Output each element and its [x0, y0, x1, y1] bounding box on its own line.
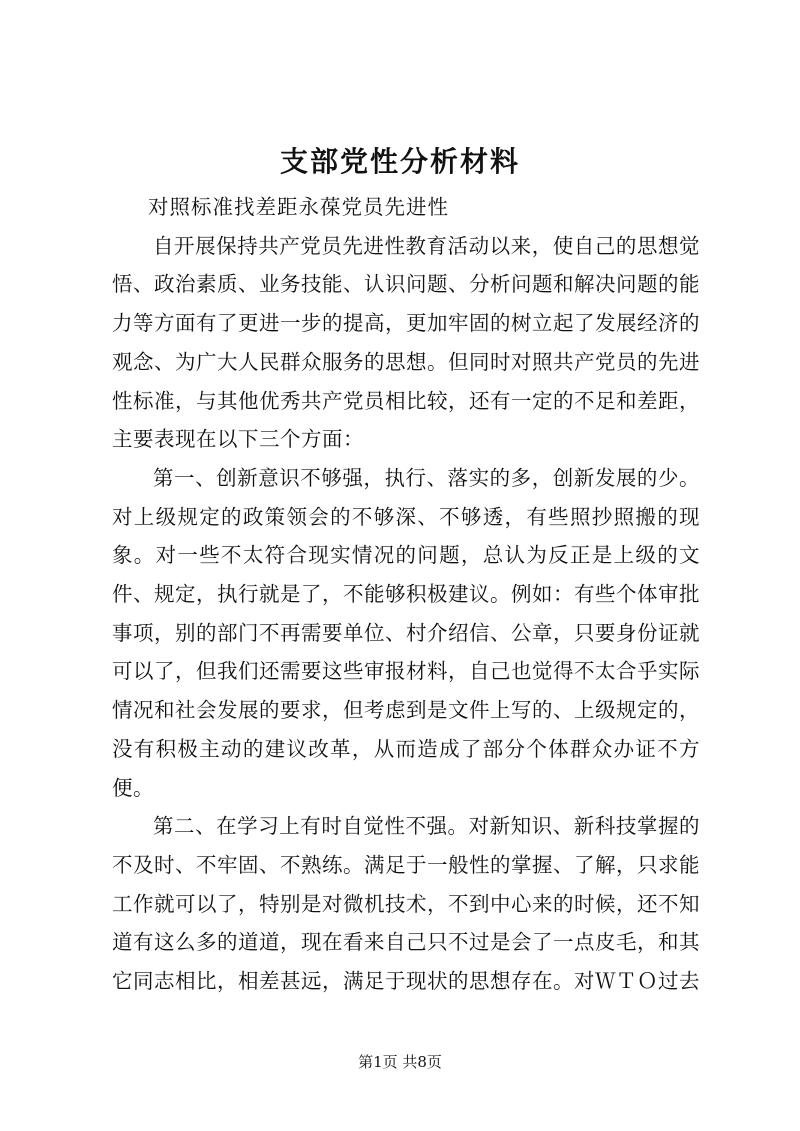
- page-footer: 第1页 共8页: [358, 1053, 442, 1071]
- paragraph-first-point: 第一、创新意识不够强，执行、落实的多，创新发展的少。对上级规定的政策领会的不够深、不够透，有些照抄照搬的现象。对一些不太符合现实情况的问题，总认为反正是上级的文件、规定，执行就是了，不能够积极建议。例如：有些个体审批事项，别的部门不再需要单位、村介绍信、公章，只要身份证就可以了，但我们还需要这些审报材料，自己也觉得不太合乎实际情况和社会发展的要求，但考虑到是文件上写的、上级规定的，没有积极主动的建议改革，从而造成了部分个体群众办证不方便。: [112, 465, 700, 800]
- paragraph-intro: 自开展保持共产党员先进性教育活动以来，使自己的思想觉悟、政治素质、业务技能、认识问题、分析问题和解决问题的能力等方面有了更进一步的提高，更加牢固的树立起了发展经济的观念、为广大人民群众服务的思想。但同时对照共产党员的先进性标准，与其他优秀共产党员相比较，还有一定的不足和差距，主要表现在以下三个方面：: [112, 233, 700, 452]
- document-title: 支部党性分析材料: [279, 145, 520, 178]
- document-body: [112, 188, 700, 1001]
- paragraph-second-point: 第二、在学习上有时自觉性不强。对新知识、新科技掌握的不及时、不牢固、不熟练。满足于一般性的掌握、了解，只求能工作就可以了，特别是对微机技术，不到中心来的时候，还不知道有这么多的道道，现在看来自己只不过是会了一点皮毛，和其它同志相比，相差甚远，满足于现状的思想存在。对ＷＴＯ过去: [112, 814, 700, 994]
- document-subtitle: 对照标准找差距永葆党员先进性: [148, 195, 449, 219]
